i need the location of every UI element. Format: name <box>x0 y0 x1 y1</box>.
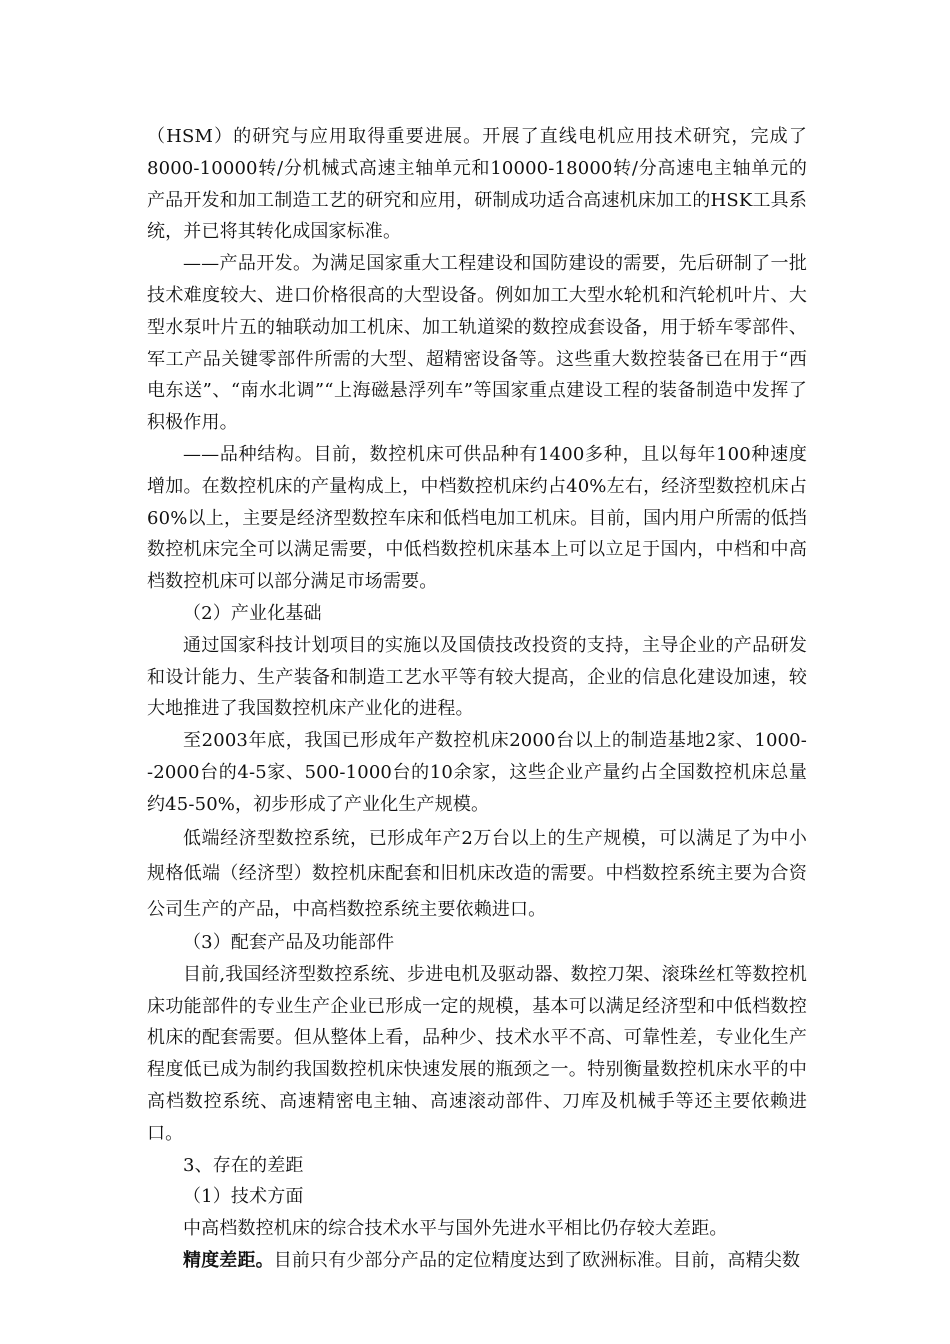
precision-gap-lead: 精度差距。 <box>183 1250 274 1271</box>
paragraph-national-program-support: 通过国家科技计划项目的实施以及国债技改投资的支持，主导企业的产品研发和设计能力、生产装备和制造工艺水平等有较大提高，企业的信息化建设加速，较大地推进了我国数控机床产业化的进程。 <box>147 634 807 720</box>
paragraph-overall-technical-gap: 中高档数控机床的综合技术水平与国外先进水平相比仍存较大差距。 <box>183 1218 728 1240</box>
paragraph-product-development: ——产品开发。为满足国家重大工程建设和国防建设的需要，先后研制了一批技术难度较大、进口价格很高的大型设备。例如加工大型水轮机和汽轮机叶片、大型水泵叶片五的轴联动加工机床、加工轨道梁的数控成套设备，用于轿车零部件、军工产品关键零部件所需的大型、超精密设备等。这些重大数控装备已在用于“西电东送”、“南水北调”“上海磁悬浮列车”等国家重点建设工程的装备制造中发挥了积极作用。 <box>147 253 807 434</box>
document-body <box>147 121 807 1277</box>
paragraph-production-bases-2003: 至2003年底，我国已形成年产数控机床2000台以上的制造基地2家、1000--2000台的4-5家、500-1000台的10余家，这些企业产量约占全国数控机床总量约45-50%，初步形成了产业化生产规模。 <box>147 730 807 815</box>
paragraph-precision-gap <box>147 1245 807 1277</box>
precision-gap-text: 目前只有少部分产品的定位精度达到了欧洲标准。目前，高精尖数 <box>273 1250 801 1271</box>
section-heading-industrialization-basis: （2）产业化基础 <box>183 602 322 624</box>
section-heading-supporting-products: （3）配套产品及功能部件 <box>183 932 395 954</box>
paragraph-hsm-progress: （HSM）的研究与应用取得重要进展。开展了直线电机应用技术研究，完成了8000-10000转/分机械式高速主轴单元和10000-18000转/分高速电主轴单元的产品开发和加工制造工艺的研究和应用，研制成功适合高速机床加工的HSK工具系统，并已将其转化成国家标准。 <box>147 126 807 243</box>
paragraph-low-end-cnc-systems: 低端经济型数控系统，已形成年产2万台以上的生产规模，可以满足了为中小规格低端（经济型）数控机床配套和旧机床改造的需要。中档数控系统主要为合资公司生产的产品，中高档数控系统主要依赖进口。 <box>147 827 807 920</box>
section-heading-existing-gaps: 3、存在的差距 <box>183 1154 304 1176</box>
paragraph-product-structure: ——品种结构。目前，数控机床可供品种有1400多种，且以每年100种速度增加。在数控机床的产量构成上，中档数控机床约占40%左右，经济型数控机床占60%以上，主要是经济型数控车床和低档电加工机床。目前，国内用户所需的低挡数控机床完全可以满足需要，中低档数控机床基本上可以立足于国内，中档和中高档数控机床可以部分满足市场需要。 <box>147 443 807 593</box>
section-heading-technical-aspects: （1）技术方面 <box>183 1186 304 1208</box>
paragraph-functional-components: 目前,我国经济型数控系统、步进电机及驱动器、数控刀架、滚珠丝杠等数控机床功能部件的专业生产企业已形成一定的规模，基本可以满足经济型和中低档数控机床的配套需要。但从整体上看，品种少、技术水平不高、可靠性差，专业化生产程度低已成为制约我国数控机床快速发展的瓶颈之一。特别衡量数控机床水平的中高档数控系统、高速精密电主轴、高速滚动部件、刀库及机械手等还主要依赖进口。 <box>147 963 807 1144</box>
